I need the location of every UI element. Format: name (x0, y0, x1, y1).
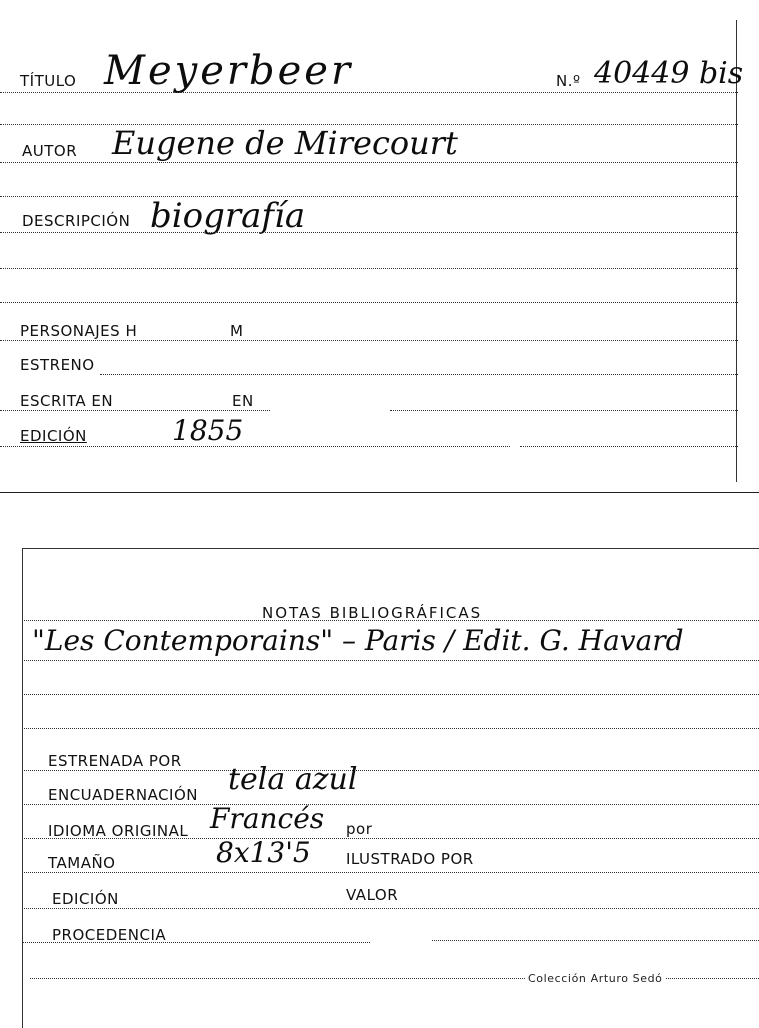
notas-value: "Les Contemporains" – Paris / Edit. G. Havard (32, 624, 684, 657)
personajes-m-label: M (230, 322, 244, 340)
tamano-rule (22, 872, 759, 873)
titulo-label: TÍTULO (20, 72, 77, 90)
encuadernacion-value: tela azul (228, 762, 358, 797)
procedencia-rule-right (432, 940, 759, 941)
idioma-label: IDIOMA ORIGINAL (48, 822, 189, 840)
valor-label: VALOR (346, 886, 399, 904)
notas-rule-1 (22, 620, 759, 621)
personajes-rule (0, 340, 738, 341)
tamano-value: 8x13'5 (216, 836, 311, 869)
catalog-card-front (0, 0, 759, 493)
collection-credit: Colección Arturo Sedó (528, 972, 663, 985)
procedencia-label: PROCEDENCIA (52, 926, 167, 944)
descripcion-value: biografía (150, 196, 306, 236)
idioma-value: Francés (210, 802, 325, 835)
edicion-value: 1855 (172, 414, 244, 447)
por-label: por (346, 820, 373, 838)
escrita-label: ESCRITA EN (20, 392, 114, 410)
personajes-label: PERSONAJES H (20, 322, 138, 340)
escrita-rule-left (0, 410, 270, 411)
catalog-card-back (0, 500, 759, 1028)
autor-label: AUTOR (22, 142, 78, 160)
blank-rule-3 (0, 268, 738, 269)
procedencia-rule-left (22, 942, 370, 943)
card-top-edge (22, 548, 759, 549)
descripcion-rule (0, 232, 738, 233)
idioma-rule (22, 838, 759, 839)
escrita-en-label: EN (232, 392, 254, 410)
estreno-label: ESTRENO (20, 356, 95, 374)
notas-rule-4 (22, 728, 759, 729)
blank-rule-2 (0, 196, 738, 197)
descripcion-label: DESCRIPCIÓN (22, 212, 131, 230)
encuadernacion-label: ENCUADERNACIÓN (48, 786, 199, 804)
estrenada-rule (22, 770, 759, 771)
edicion-label-back: EDICIÓN (52, 890, 119, 908)
autor-value: Eugene de Mirecourt (112, 124, 458, 162)
escrita-rule-right (390, 410, 738, 411)
autor-rule (0, 162, 738, 163)
encuadernacion-rule (22, 804, 759, 805)
estrenada-label: ESTRENADA POR (48, 752, 182, 770)
edicion-rule-back (22, 908, 759, 909)
numero-label: N.º (556, 72, 581, 90)
edicion-label: EDICIÓN (20, 427, 87, 445)
notas-rule-2 (22, 660, 759, 661)
estreno-rule (100, 374, 738, 375)
notas-title: NOTAS BIBLIOGRÁFICAS (262, 604, 483, 622)
ilustrado-label: ILUSTRADO POR (346, 850, 474, 868)
edicion-rule-left (0, 446, 510, 447)
numero-value: 40449 bis (594, 56, 744, 91)
blank-rule-4 (0, 302, 738, 303)
tamano-label: TAMAÑO (48, 854, 116, 872)
notas-rule-3 (22, 694, 759, 695)
titulo-rule (0, 92, 738, 93)
titulo-value: Meyerbeer (104, 48, 354, 94)
edicion-rule-right (520, 446, 738, 447)
